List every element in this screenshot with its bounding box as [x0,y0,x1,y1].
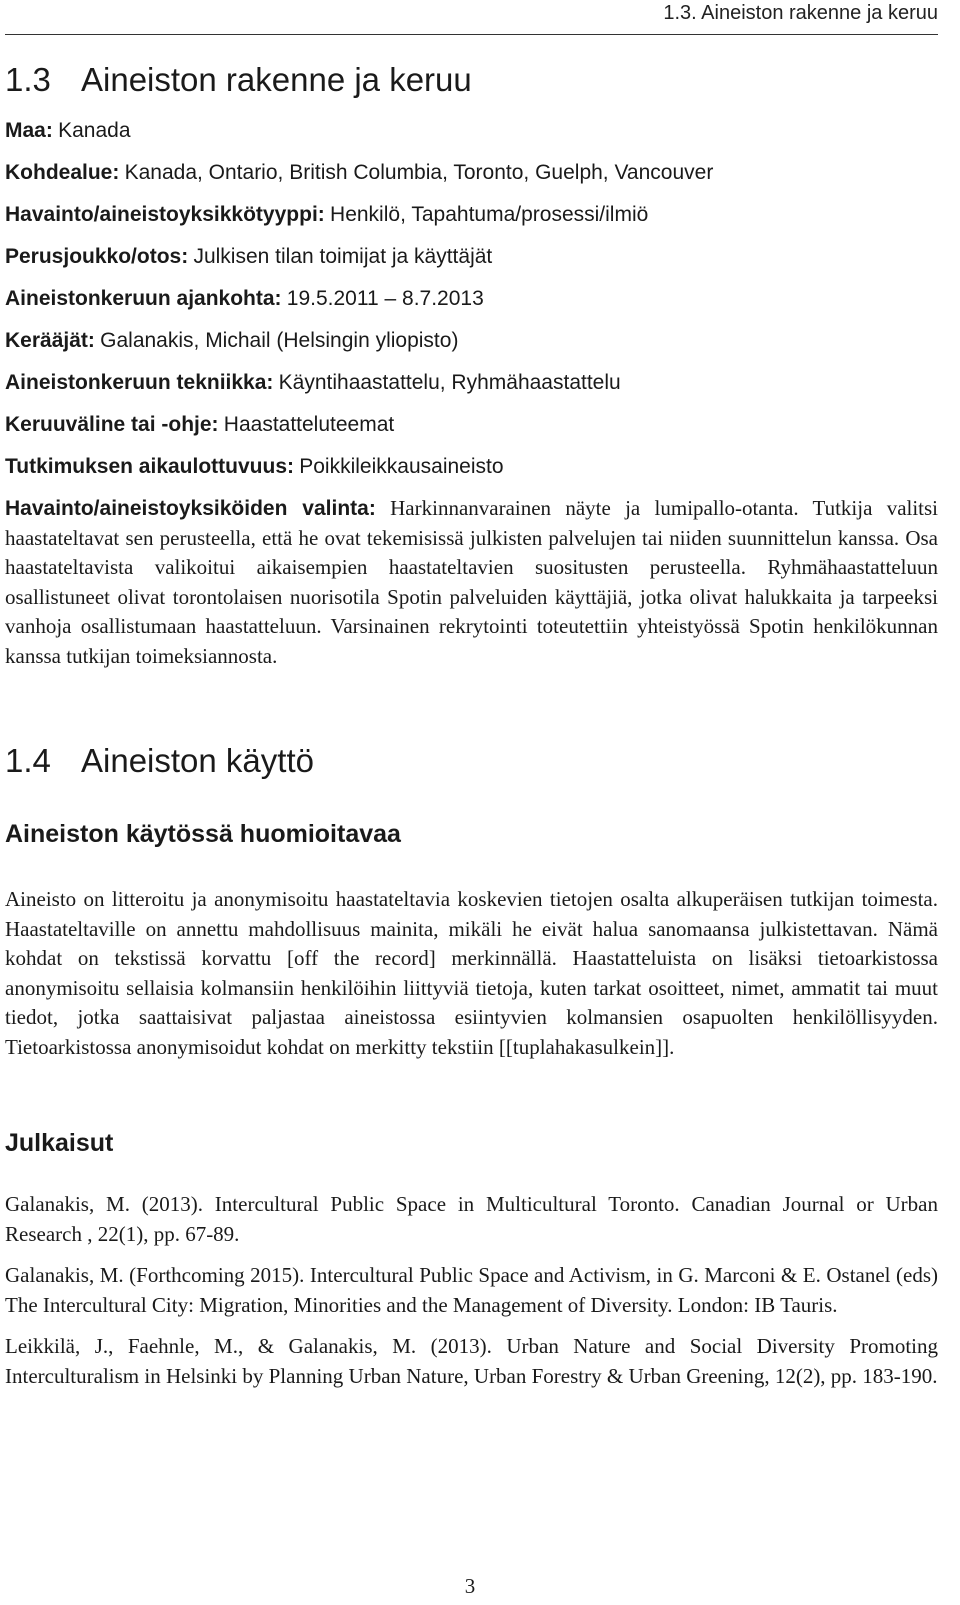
field-value: Henkilö, Tapahtuma/prosessi/ilmiö [330,203,649,226]
section-heading-1-3 [5,58,938,102]
selection-paragraph [5,494,938,671]
field-value: Julkisen tilan toimijat ja käyttäjät [193,245,493,268]
publication-item: Galanakis, M. (Forthcoming 2015). Intercultural Public Space and Activism, in G. Marconi & E. Ostanel (eds) The Intercultural City: Migration, Minorities and the Management of Diversity. London: IB Tauris. [5,1263,938,1317]
field-collection-period [5,284,938,313]
publications-list [5,1190,938,1391]
metadata-fields [5,116,938,481]
header-rule [5,34,938,35]
field-value: Käyntihaastattelu, Ryhmähaastattelu [278,371,621,394]
field-country [5,116,938,145]
field-value: 19.5.2011 – 8.7.2013 [286,287,484,310]
field-instrument [5,410,938,439]
field-label: Tutkimuksen aikaulottuvuus: [5,455,294,478]
section-heading-1-4 [5,739,938,783]
field-label: Perusjoukko/otos: [5,245,189,268]
field-unit-type [5,200,938,229]
section-number: 1.3 [5,61,51,98]
field-label: Kohdealue: [5,161,120,184]
page-content [5,50,938,1391]
field-label: Aineistonkeruun ajankohta: [5,287,282,310]
field-label: Havainto/aineistoyksikkötyyppi: [5,203,325,226]
publication-item: Galanakis, M. (2013). Intercultural Public Space in Multicultural Toronto. Canadian Journal or Urban Research , 22(1), pp. 67-89. [5,1192,938,1246]
page-number: 3 [464,1574,476,1598]
field-value: Haastatteluteemat [223,413,395,436]
section-title: Aineiston rakenne ja keruu [81,61,472,98]
field-population [5,242,938,271]
field-value: Galanakis, Michail (Helsingin yliopisto) [100,329,459,352]
publications-heading: Julkaisut [5,1129,114,1157]
field-label: Aineistonkeruun tekniikka: [5,371,274,394]
usage-heading: Aineiston käytössä huomioitavaa [5,820,401,848]
field-value: Poikkileikkausaineisto [299,455,504,478]
field-time-dimension [5,452,938,481]
field-label: Maa: [5,119,53,142]
field-value: Kanada, Ontario, British Columbia, Toronto, Guelph, Vancouver [124,161,714,184]
running-header: 1.3. Aineiston rakenne ja keruu [663,2,938,24]
selection-text: Harkinnanvarainen näyte ja lumipallo-otanta. Tutkija valitsi haastateltavat sen perusteella, että he ovat tekemisissä julkisten palvelujen tai niiden suunnittelun kanssa. Osa haastateltavista valikoitui aikaisempien haastateltavien suositusten perusteella. Ryhmähaastatteluun osallistuneet olivat torontolaisen nuorisotila Spotin palveluiden käyttäjiä, jotka olivat halukkaita ja tarpeeksi vanhoja osallistumaan haastatteluun. Varsinainen rekrytointi toteutettiin yhteistyössä Spotin henkilökunnan kanssa tutkijan toimeksiannosta. [5,496,939,668]
field-target-area [5,158,938,187]
publication-item: Leikkilä, J., Faehnle, M., & Galanakis, M. (2013). Urban Nature and Social Diversity Promoting Interculturalism in Helsinki by Planning Urban Nature, Urban Forestry & Urban Greening, 12(2), pp. 183-190. [5,1334,938,1388]
field-collection-technique [5,368,938,397]
field-label: Kerääjät: [5,329,95,352]
section-number: 1.4 [5,742,51,779]
selection-label: Havainto/aineistoyksiköiden valinta: [5,497,376,520]
field-collectors [5,326,938,355]
field-label: Keruuväline tai -ohje: [5,413,219,436]
usage-paragraph: Aineisto on litteroitu ja anonymisoitu haastateltavia koskevien tietojen osalta alkuperäisen tutkijan toimesta. Haastateltaville on annettu mahdollisuus mainita, mikäli he eivät halua sanomaansa julkistettavan. Nämä kohdat on tekstissä korvattu [off the record] merkinnällä. Haastatteluista on lisäksi tietoarkistossa anonymisoitu sellaisia kolmansiin henkilöihin liittyviä tietoja, kuten tarkat osoitteet, nimet, ammatit tai muut tiedot, jotka saattaisivat paljastaa aineistossa esiintyvien kolmansien osapuolten henkilöllisyyden. Tietoarkistossa anonymisoidut kohdat on merkitty tekstiin [[tuplahakasulkein]]. [5,887,938,1059]
section-title: Aineiston käyttö [81,742,314,779]
field-value: Kanada [58,119,131,142]
